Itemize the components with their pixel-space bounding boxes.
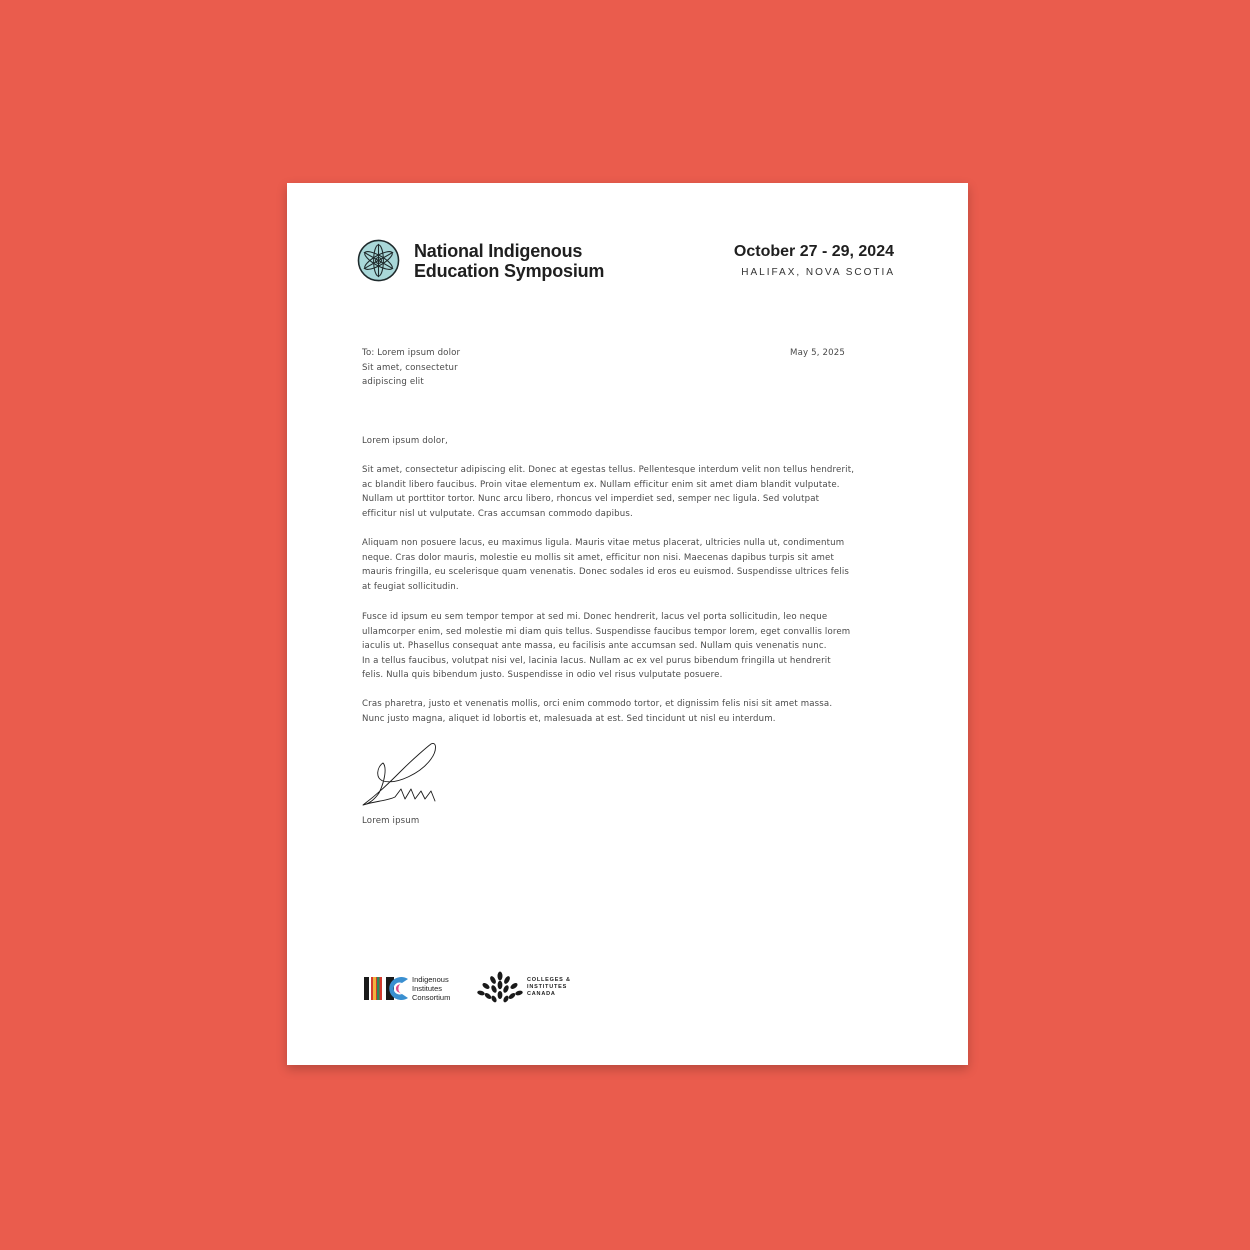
iic-name-line1: Indigenous (412, 975, 449, 984)
cic-leaf-logo-icon (477, 971, 523, 1003)
paragraph-line: mauris fringilla, eu scelerisque quam venenatis. Donec sodales id eros eu euismod. Suspendisse ultrices felis (362, 567, 850, 578)
signer-name: Lorem ipsum (362, 816, 420, 826)
cic-name-line3: CANADA (527, 990, 556, 997)
paragraph-line: ullamcorper enim, sed molestie mi diam quis tellus. Suspendisse faucibus tempor lorem, eget convallis lorem (362, 626, 851, 637)
event-location: HALIFAX, NOVA SCOTIA (741, 267, 895, 278)
letter-date: May 5, 2025 (790, 348, 845, 358)
paragraph-line: Nullam ut porttitor tortor. Nunc arcu libero, rhoncus vel imperdiet sed, semper nec ligula. Sed volutpat (362, 494, 820, 505)
recipient-line1: To: Lorem ipsum dolor (362, 348, 461, 358)
paragraph-line: felis. Nulla quis bibendum justo. Suspendisse in odio vel risus vulputate posuere. (362, 670, 723, 681)
body-paragraph-4 (362, 697, 902, 726)
cic-name (527, 977, 571, 998)
paragraph-line: iaculis ut. Phasellus consequat ante massa, eu facilisis ante accumsan sed. Nullam quis venenatis nunc. (362, 641, 827, 652)
salutation: Lorem ipsum dolor, (362, 436, 448, 446)
event-dates: October 27 - 29, 2024 (733, 243, 894, 260)
body-paragraph-3 (362, 610, 902, 683)
symposium-logo-icon (357, 239, 400, 282)
organization-name-line1: National Indigenous (414, 241, 583, 261)
iic-name (412, 975, 450, 1002)
organization-name-line2: Education Symposium (414, 261, 605, 281)
paragraph-line: Fusce id ipsum eu sem tempor tempor at sed mi. Donec hendrerit, lacus vel porta sollicitudin, leo neque (362, 612, 828, 622)
partner-logo-cic (477, 971, 571, 1003)
partner-logo-iic (364, 975, 450, 1002)
paragraph-line: neque. Cras dolor mauris, molestie eu mollis sit amet, efficitur non nisi. Maecenas dapibus turpis sit amet (362, 552, 834, 563)
paragraph-line: ac blandit libero faucibus. Proin vitae elementum ex. Nullam efficitur enim sit amet diam blandit vulputate. (362, 479, 840, 490)
paragraph-line: Nunc justo magna, aliquet id lobortis et, malesuada at est. Sed tincidunt ut nisl eu interdum. (362, 713, 776, 724)
cic-name-line2: INSTITUTES (527, 983, 568, 990)
recipient-line3: adipiscing elit (362, 377, 424, 388)
paragraph-line: In a tellus faucibus, volutpat nisi vel, lacinia lacus. Nullam ac ex vel purus bibendum fringilla ut hendrerit (362, 655, 831, 666)
recipient-line2: Sit amet, consectetur (362, 362, 458, 373)
body-paragraph-1 (362, 463, 902, 521)
iic-logo-icon (364, 975, 409, 1002)
iic-name-line3: Consortium (412, 993, 451, 1002)
paragraph-line: Sit amet, consectetur adipiscing elit. Donec at egestas tellus. Pellentesque interdum velit non tellus hendrerit, (362, 465, 855, 475)
paragraph-line: efficitur nisl ut vulputate. Cras accumsan commodo dapibus. (362, 508, 633, 519)
handwritten-signature (361, 741, 439, 809)
paragraph-line: at feugiat sollicitudin. (362, 581, 459, 592)
recipient-address (362, 346, 460, 390)
iic-name-line2: Institutes (412, 984, 443, 993)
cic-name-line1: COLLEGES & (527, 976, 571, 983)
organization-name (414, 241, 604, 281)
paragraph-line: Cras pharetra, justo et venenatis mollis, orci enim commodo tortor, et dignissim felis nisi sit amet massa. (362, 699, 833, 709)
body-paragraph-2 (362, 536, 902, 594)
letterhead-page (287, 183, 968, 1065)
paragraph-line: Aliquam non posuere lacus, eu maximus ligula. Mauris vitae metus placerat, ultricies nulla ut, condimentum (362, 538, 845, 548)
